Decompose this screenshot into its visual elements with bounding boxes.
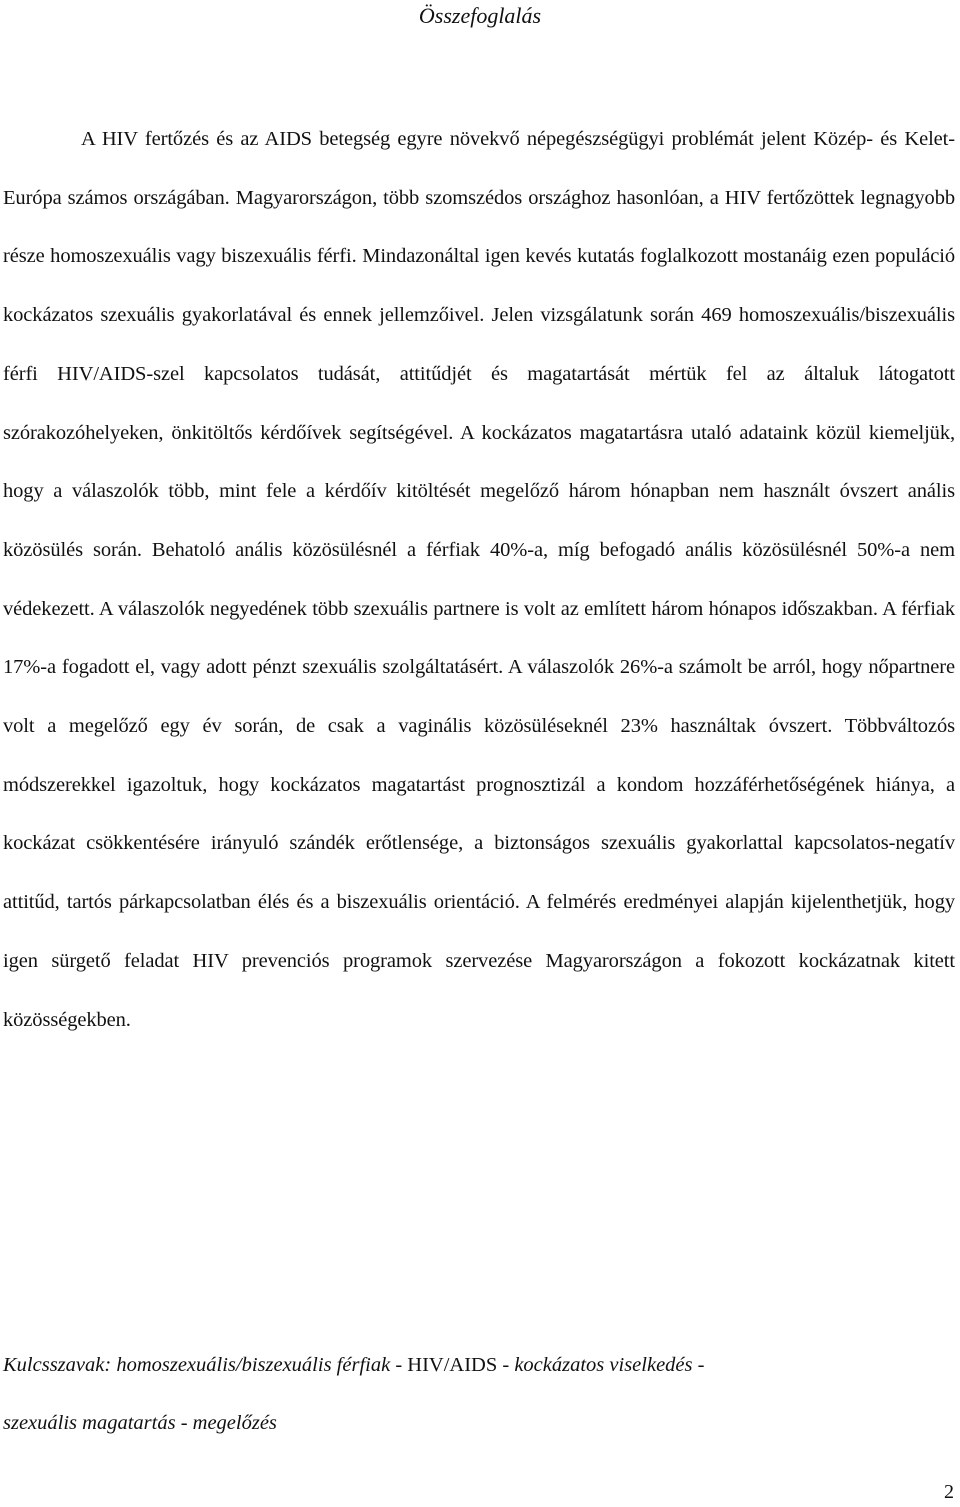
abstract-paragraph: A HIV fertőzés és az AIDS betegség egyre növekvő népegészségügyi problémát jelent Közép- és Kelet-Európa számos országában. Magyarországon, több szomszédos országhoz hasonlóan, a HIV fertőzöttek legnagyobb része homoszexuális vagy biszexuális férfi. Mindazonáltal igen kevés kutatás foglalkozott mostanáig ezen populáció kockázatos szexuális gyakorlatával és ennek jellemzőivel. Jelen vizsgálatunk során 469 homoszexuális/biszexuális férfi HIV/AIDS-szel kapcsolatos tudását, attitűdjét és magatartását mértük fel az általuk látogatott szórakozóhelyeken, önkitöltős kérdőívek segítségével. A kockázatos magatartásra utaló adataink közül kiemeljük, hogy a válaszolók több, mint fele a kérdőív kitöltését megelőző három hónapban nem használt óvszert anális közösülés során. Behatoló anális közösülésnél a férfiak 40%-a, míg befogadó anális közösülésnél 50%-a nem védekezett. A válaszolók negyedének több szexuális partnere is volt az említett három hónapos időszakban. A férfiak 17%-a fogadott el, vagy adott pénzt szexuális szolgáltatásért. A válaszolók 26%-a számolt be arról, hogy nőpartnere volt a megelőző egy év során, de csak a vaginális közösüléseknél 23% használtak óvszert. Többváltozós módszerekkel igazoltuk, hogy kockázatos magatartást prognosztizál a kondom hozzáférhetőségének hiánya, a kockázat csökkentésére irányuló szándék erőtlensége, a biztonságos szexuális gyakorlattal kapcsolatos-negatív attitűd, tartós párkapcsolatban élés és a biszexuális orientáció. A felmérés eredményei alapján kijelenthetjük, hogy igen sürgető feladat HIV prevenciós programok szervezése Magyarországon a fokozott kockázatnak kitett közösségekben. [3, 128, 955, 1031]
page-number: 2 [944, 1481, 954, 1503]
section-title: Összefoglalás [418, 3, 542, 28]
keyword-4: szexuális magatartás [3, 1412, 176, 1434]
keyword-separator: - [692, 1354, 705, 1376]
keywords-line [3, 1336, 955, 1452]
keyword-1: homoszexuális/biszexuális férfiak [116, 1354, 391, 1376]
keyword-3: kockázatos viselkedés [514, 1354, 693, 1376]
keywords-label: Kulcsszavak: [3, 1354, 112, 1376]
keyword-separator: - [497, 1354, 515, 1376]
keyword-5: megelőzés [192, 1412, 277, 1434]
keyword-separator: - [390, 1354, 408, 1376]
keyword-2: HIV/AIDS [407, 1354, 498, 1376]
keyword-separator: - [175, 1412, 193, 1434]
